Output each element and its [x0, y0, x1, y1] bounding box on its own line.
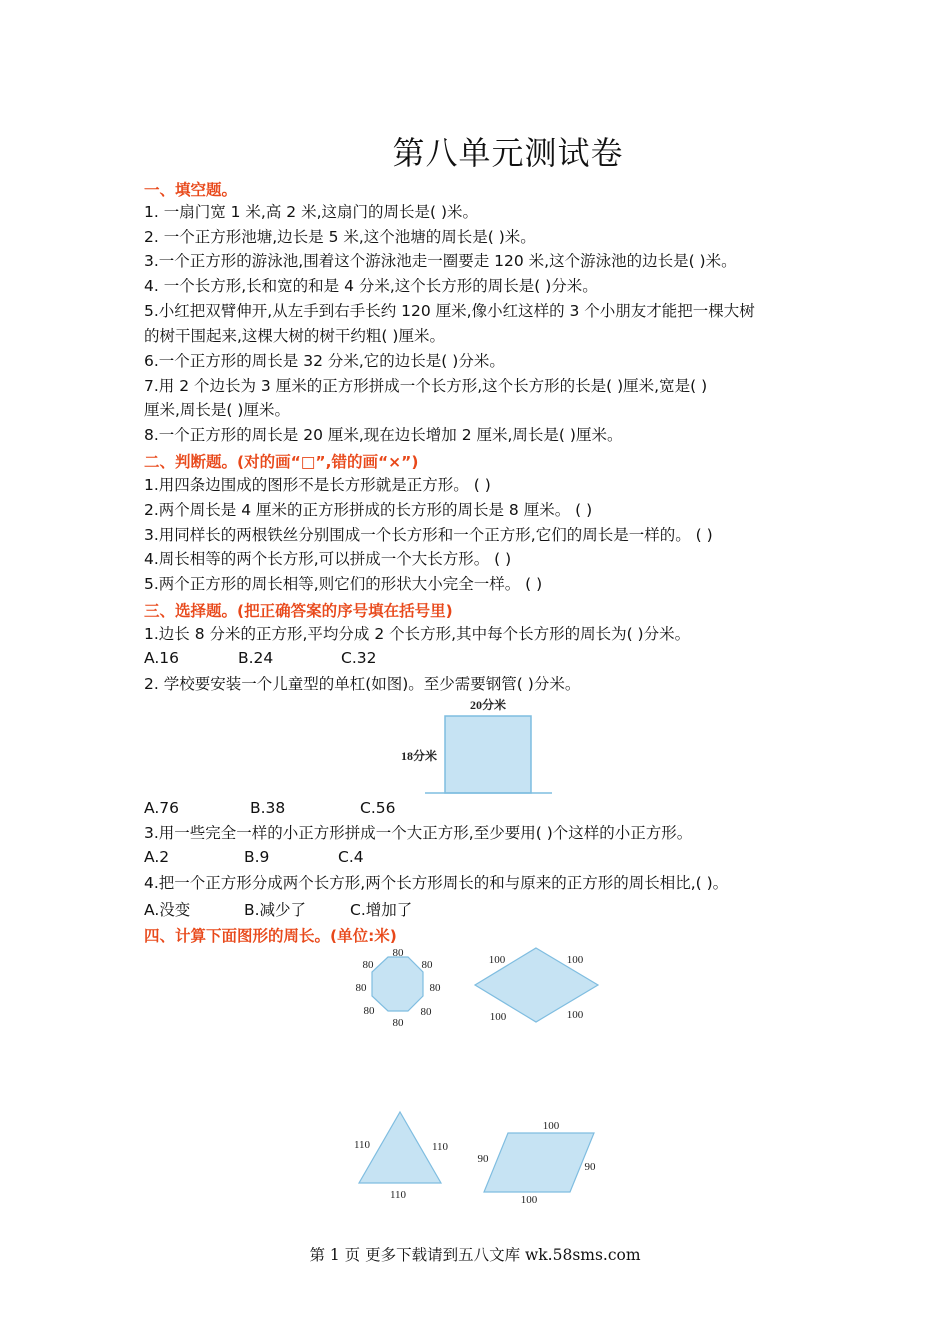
- triangle-side-label: 110: [431, 1141, 449, 1153]
- octagon-side-label: 80: [362, 959, 374, 971]
- horizontal-bar-figure: [390, 692, 560, 798]
- page-title: 第八单元测试卷: [392, 134, 624, 172]
- octagon-side-label: 80: [429, 982, 441, 994]
- section-heading-judge: 二、判断题。(对的画“□”,错的画“×”): [144, 453, 419, 471]
- octagon-side-label: 80: [421, 959, 433, 971]
- octagon-side-label: 80: [420, 1006, 432, 1018]
- choice-question-3: 3.用一些完全一样的小正方形拼成一个大正方形,至少要用( )个这样的小正方形。: [144, 824, 693, 842]
- rhombus-side-label: 100: [488, 954, 506, 966]
- bar-top-label: 20分米: [469, 698, 507, 712]
- choice-question-3-options: [144, 848, 364, 866]
- parallelogram-side-label: 100: [542, 1120, 560, 1132]
- option-b: B.减少了: [244, 901, 307, 919]
- judge-question-2: 2.两个周长是 4 厘米的正方形拼成的长方形的周长是 8 厘米。 ( ): [144, 501, 593, 519]
- choice-question-1-options: [144, 649, 376, 667]
- triangle-side-label: 110: [389, 1189, 407, 1201]
- octagon-side-label: 80: [355, 982, 367, 994]
- parallelogram-figure: [470, 1115, 605, 1207]
- option-a: A.16: [144, 649, 179, 667]
- option-b: B.24: [238, 649, 274, 667]
- bar-side-label: 18分米: [400, 749, 438, 763]
- judge-question-3: 3.用同样长的两根铁丝分别围成一个长方形和一个正方形,它们的周长是一样的。 ( ): [144, 526, 713, 544]
- section-heading-choice: 三、选择题。(把正确答案的序号填在括号里): [144, 602, 453, 620]
- rhombus-side-label: 100: [566, 954, 584, 966]
- fill-question-8: 8.一个正方形的周长是 20 厘米,现在边长增加 2 厘米,周长是( )厘米。: [144, 426, 623, 444]
- choice-question-2: 2. 学校要安装一个儿童型的单杠(如图)。至少需要钢管( )分米。: [144, 675, 581, 693]
- rhombus-figure: [472, 945, 607, 1030]
- rhombus-side-label: 100: [566, 1009, 584, 1021]
- option-c: C.4: [338, 848, 364, 866]
- choice-question-4: 4.把一个正方形分成两个长方形,两个长方形周长的和与原来的正方形的周长相比,( )。: [144, 874, 729, 892]
- option-c: C.56: [360, 799, 396, 817]
- choice-question-2-options: [144, 799, 395, 817]
- fill-question-1: 1. 一扇门宽 1 米,高 2 米,这扇门的周长是( )米。: [144, 203, 479, 221]
- option-a: A.2: [144, 848, 170, 866]
- octagon-side-label: 80: [392, 947, 404, 959]
- fill-question-7-line1: 7.用 2 个边长为 3 厘米的正方形拼成一个长方形,这个长方形的长是( )厘米,宽是( ): [144, 377, 708, 395]
- triangle-side-label: 110: [353, 1139, 371, 1151]
- option-c: C.增加了: [350, 901, 413, 919]
- fill-question-5-line1: 5.小红把双臂伸开,从左手到右手长约 120 厘米,像小红这样的 3 个小朋友才能把一棵大树: [144, 302, 755, 320]
- fill-question-4: 4. 一个长方形,长和宽的和是 4 分米,这个长方形的周长是( )分米。: [144, 277, 598, 295]
- fill-question-3: 3.一个正方形的游泳池,围着这个游泳池走一圈要走 120 米,这个游泳池的边长是( )米。: [144, 252, 737, 270]
- option-c: C.32: [341, 649, 377, 667]
- section-heading-perimeter: 四、计算下面图形的周长。(单位:米): [144, 927, 397, 945]
- octagon-side-label: 80: [392, 1017, 404, 1029]
- page-footer: 第 1 页 更多下载请到五八文库 wk.58sms.com: [309, 1246, 641, 1264]
- parallelogram-side-label: 90: [584, 1161, 596, 1173]
- choice-question-4-options: [144, 898, 412, 920]
- parallelogram-shape: [484, 1133, 594, 1192]
- option-b: B.9: [244, 848, 270, 866]
- judge-question-4: 4.周长相等的两个长方形,可以拼成一个大长方形。 ( ): [144, 550, 512, 568]
- fill-question-6: 6.一个正方形的周长是 32 分米,它的边长是( )分米。: [144, 352, 505, 370]
- parallelogram-side-label: 90: [477, 1153, 489, 1165]
- triangle-shape: [359, 1112, 441, 1183]
- octagon-shape: [372, 957, 423, 1011]
- option-b: B.38: [250, 799, 286, 817]
- option-a: A.76: [144, 799, 179, 817]
- octagon-figure: [350, 945, 445, 1030]
- judge-question-1: 1.用四条边围成的图形不是长方形就是正方形。 ( ): [144, 476, 491, 494]
- fill-question-7-line2: 厘米,周长是( )厘米。: [144, 401, 290, 419]
- section-heading-fill: 一、填空题。: [144, 181, 238, 199]
- rhombus-side-label: 100: [489, 1011, 507, 1023]
- parallelogram-side-label: 100: [520, 1194, 538, 1206]
- bar-frame: [445, 716, 531, 793]
- option-a: A.没变: [144, 901, 191, 919]
- judge-question-5: 5.两个正方形的周长相等,则它们的形状大小完全一样。 ( ): [144, 575, 543, 593]
- fill-question-5-line2: 的树干围起来,这棵大树的树干约粗( )厘米。: [144, 327, 445, 345]
- octagon-side-label: 80: [363, 1005, 375, 1017]
- triangle-figure: [348, 1105, 458, 1205]
- fill-question-2: 2. 一个正方形池塘,边长是 5 米,这个池塘的周长是( )米。: [144, 228, 536, 246]
- choice-question-1: 1.边长 8 分米的正方形,平均分成 2 个长方形,其中每个长方形的周长为( )分米。: [144, 625, 691, 643]
